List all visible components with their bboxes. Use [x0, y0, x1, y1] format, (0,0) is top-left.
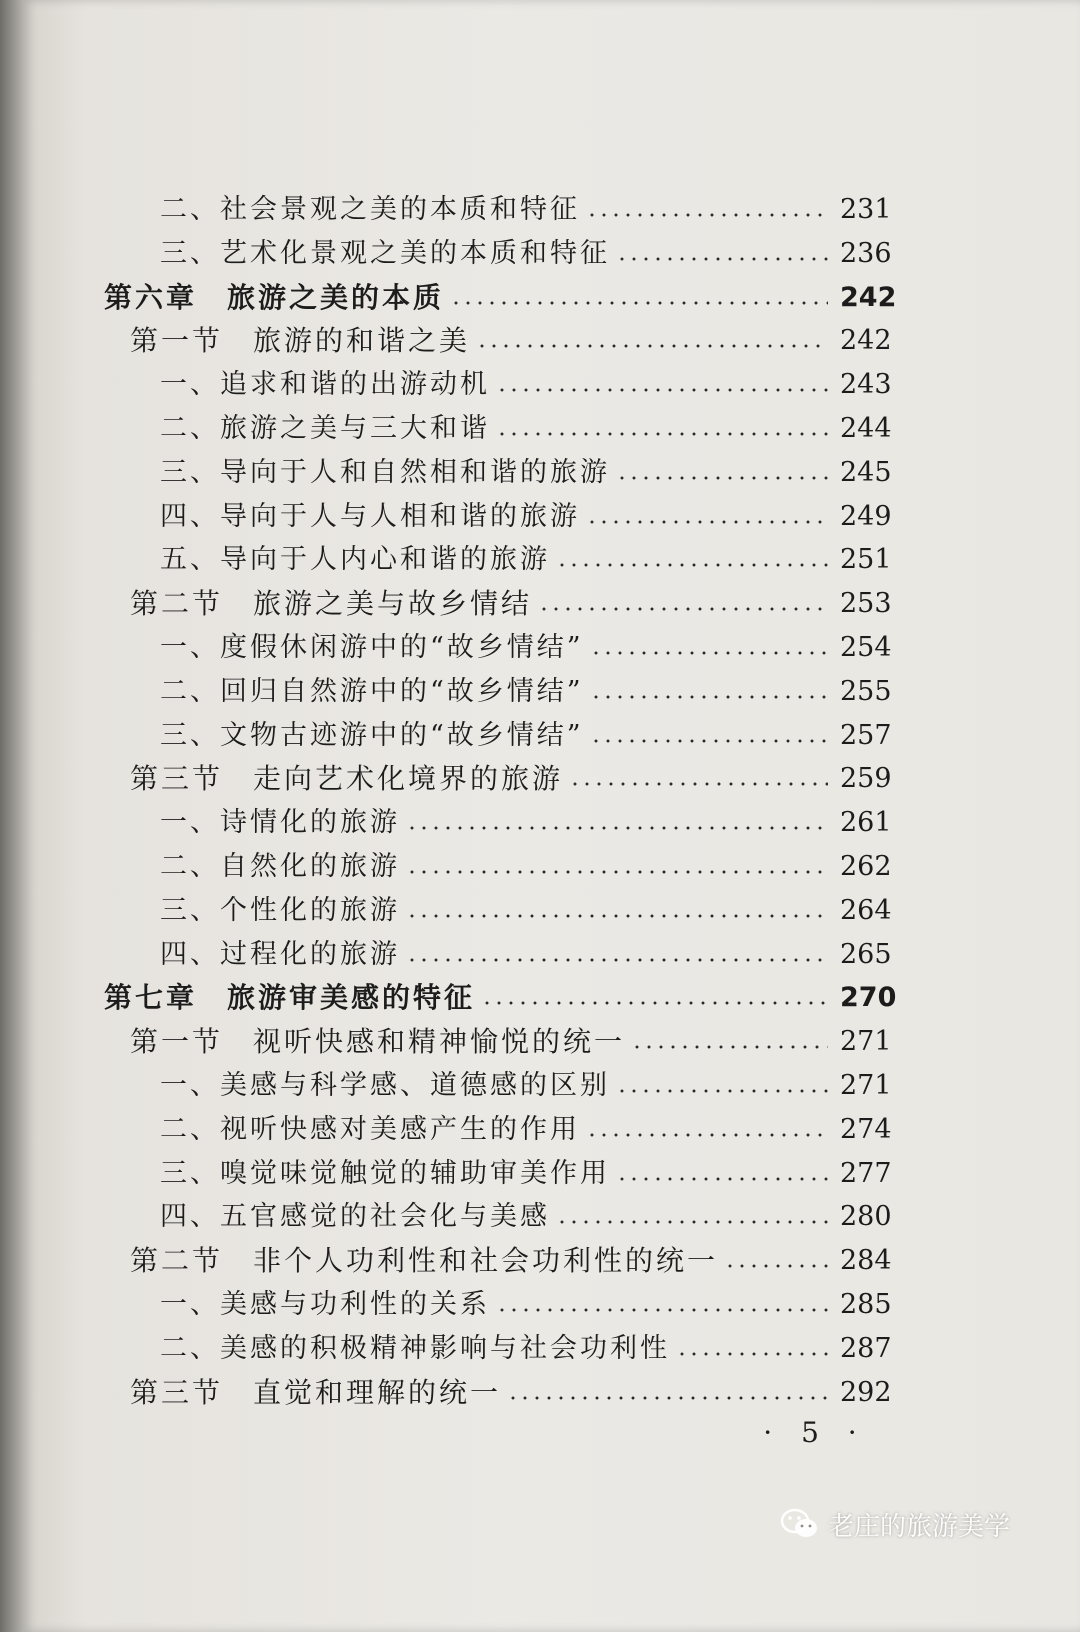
toc-entry-label: 一、诗情化的旅游 — [160, 807, 400, 839]
toc-entry-title: 旅游审美感的特征 — [227, 981, 476, 1015]
toc-item-entry — [160, 453, 892, 493]
toc-page-number: 271 — [840, 1070, 892, 1101]
toc-page-number: 259 — [840, 763, 892, 795]
toc-section-entry — [130, 759, 892, 799]
toc-page-number: 255 — [840, 675, 892, 707]
dot-leader — [586, 1132, 828, 1138]
page-number: · 5 · — [763, 1416, 867, 1449]
toc-entry-label: 一、追求和谐的出游动机 — [160, 369, 490, 401]
toc-entry-label: 三、嗅觉味觉触觉的辅助审美作用 — [160, 1157, 610, 1189]
toc-item-entry — [160, 234, 892, 274]
toc-entry-label: 四、过程化的旅游 — [160, 938, 400, 970]
dot-leader — [406, 913, 828, 919]
toc-page-number: 292 — [840, 1376, 892, 1408]
dot-leader — [496, 1307, 828, 1313]
toc-item-entry — [160, 190, 892, 230]
toc-page-number: 274 — [840, 1113, 892, 1145]
toc-item-entry — [160, 1197, 892, 1237]
toc-item-entry — [160, 1329, 892, 1369]
toc-entry-title: 非个人功利性和社会功利性的统一 — [253, 1244, 719, 1278]
dot-leader — [481, 1000, 828, 1006]
toc-page-number: 236 — [840, 237, 892, 269]
toc-section-entry — [130, 321, 892, 361]
toc-item-entry — [160, 365, 892, 405]
toc-entry-title: 视听快感和精神愉悦的统一 — [253, 1025, 626, 1059]
toc-entry-label: 二、自然化的旅游 — [160, 851, 400, 882]
toc-page-number: 251 — [840, 544, 892, 576]
dot-leader — [556, 562, 828, 568]
toc-entry-label: 五、导向于人内心和谐的旅游 — [160, 544, 550, 576]
toc-item-entry — [160, 409, 892, 449]
toc-page-number: 253 — [840, 588, 892, 620]
toc-item-entry — [160, 540, 892, 580]
toc-page-number: 249 — [840, 500, 892, 532]
toc-item-entry — [160, 716, 892, 756]
toc-item-entry — [160, 1066, 892, 1106]
toc-entry-label: 一、度假休闲游中的“故乡情结” — [160, 632, 584, 663]
toc-entry-title: 走向艺术化境界的旅游 — [253, 762, 564, 796]
toc-entry-label: 四、五官感觉的社会化与美感 — [160, 1201, 550, 1233]
dot-leader — [590, 694, 828, 700]
dot-leader — [590, 738, 828, 744]
toc-page-number: 271 — [840, 1026, 892, 1058]
toc-item-entry — [160, 803, 892, 843]
dot-leader — [406, 957, 828, 963]
toc-item-entry — [160, 1154, 892, 1194]
dot-leader — [450, 300, 828, 306]
dot-leader — [590, 650, 828, 656]
dot-leader — [476, 343, 828, 349]
toc-entry-label: 二、社会景观之美的本质和特征 — [160, 194, 580, 225]
dot-leader — [616, 475, 828, 481]
toc-item-entry — [160, 1285, 892, 1325]
dot-leader — [538, 606, 828, 612]
toc-page-number: 265 — [840, 938, 892, 970]
dot-leader — [631, 1044, 828, 1050]
toc-chapter-entry — [104, 978, 897, 1018]
toc-page-number: 261 — [840, 807, 892, 839]
toc-page-number: 277 — [840, 1157, 892, 1189]
toc-page-number: 257 — [840, 719, 892, 751]
toc-page-number: 245 — [840, 456, 892, 488]
toc-entry-label: 第六章 — [104, 280, 198, 314]
toc-entry-title: 直觉和理解的统一 — [253, 1375, 502, 1409]
toc-entry-label: 第七章 — [104, 981, 198, 1015]
toc-page-number: 242 — [840, 281, 897, 313]
dot-leader — [556, 1219, 828, 1225]
toc-page-number: 231 — [840, 194, 892, 225]
toc-entry-label: 二、视听快感对美感产生的作用 — [160, 1113, 580, 1145]
dot-leader — [496, 387, 828, 393]
toc-section-entry — [130, 584, 892, 624]
toc-entry-title: 旅游的和谐之美 — [253, 324, 471, 358]
toc-item-entry — [160, 628, 892, 668]
toc-section-entry — [130, 1022, 892, 1062]
toc-entry-label: 第一节 — [130, 1025, 224, 1059]
dot-leader — [616, 1088, 828, 1094]
watermark-text: 老庄的旅游美学 — [828, 1511, 1011, 1542]
toc-entry-label: 一、美感与功利性的关系 — [160, 1289, 490, 1320]
toc-entry-title: 旅游之美的本质 — [227, 280, 445, 314]
toc-entry-label: 第三节 — [130, 762, 224, 796]
dot-leader — [616, 1176, 828, 1182]
toc-page-number: 287 — [840, 1332, 892, 1364]
dot-leader — [569, 781, 828, 787]
toc-page-number: 244 — [840, 413, 892, 444]
dot-leader — [406, 825, 828, 831]
dot-leader — [586, 519, 828, 525]
dot-leader — [676, 1351, 828, 1357]
toc-item-entry — [160, 1110, 892, 1150]
toc-item-entry — [160, 672, 892, 712]
toc-entry-label: 一、美感与科学感、道德感的区别 — [160, 1070, 610, 1101]
toc-entry-label: 三、导向于人和自然相和谐的旅游 — [160, 456, 610, 488]
toc-page-number: 242 — [840, 325, 892, 357]
toc-entry-label: 三、文物古迹游中的“故乡情结” — [160, 719, 584, 751]
watermark — [780, 1502, 1010, 1546]
dot-leader — [496, 431, 828, 437]
toc-item-entry — [160, 497, 892, 537]
toc-entry-label: 三、艺术化景观之美的本质和特征 — [160, 237, 610, 269]
toc-page-number: 284 — [840, 1245, 892, 1277]
toc-page-number: 285 — [840, 1289, 892, 1320]
toc-section-entry — [130, 1373, 892, 1413]
toc-page-number: 243 — [840, 369, 892, 401]
toc-entry-label: 四、导向于人与人相和谐的旅游 — [160, 500, 580, 532]
dot-leader — [406, 869, 828, 875]
toc-page-number: 262 — [840, 851, 892, 882]
toc-entry-label: 二、美感的积极精神影响与社会功利性 — [160, 1332, 670, 1364]
toc-page-number: 280 — [840, 1201, 892, 1233]
toc-item-entry — [160, 891, 892, 931]
toc-page-number: 270 — [840, 982, 897, 1014]
toc-entry-label: 第二节 — [130, 587, 224, 621]
toc-section-entry — [130, 1241, 892, 1281]
toc-page-number: 264 — [840, 894, 892, 926]
toc-entry-label: 二、旅游之美与三大和谐 — [160, 413, 490, 444]
toc-entry-label: 二、回归自然游中的“故乡情结” — [160, 675, 584, 707]
toc-entry-label: 第一节 — [130, 324, 224, 358]
toc-entry-label: 三、个性化的旅游 — [160, 894, 400, 926]
dot-leader — [507, 1395, 828, 1401]
toc-entry-label: 第三节 — [130, 1375, 224, 1409]
wechat-icon — [780, 1507, 820, 1541]
toc-page-number: 254 — [840, 632, 892, 663]
toc-entry-label: 第二节 — [130, 1244, 224, 1278]
dot-leader — [616, 256, 828, 262]
toc-item-entry — [160, 847, 892, 887]
toc-entry-title: 旅游之美与故乡情结 — [253, 587, 533, 621]
toc-chapter-entry — [104, 278, 897, 318]
toc-item-entry — [160, 935, 892, 975]
dot-leader — [724, 1263, 828, 1269]
dot-leader — [586, 212, 828, 218]
